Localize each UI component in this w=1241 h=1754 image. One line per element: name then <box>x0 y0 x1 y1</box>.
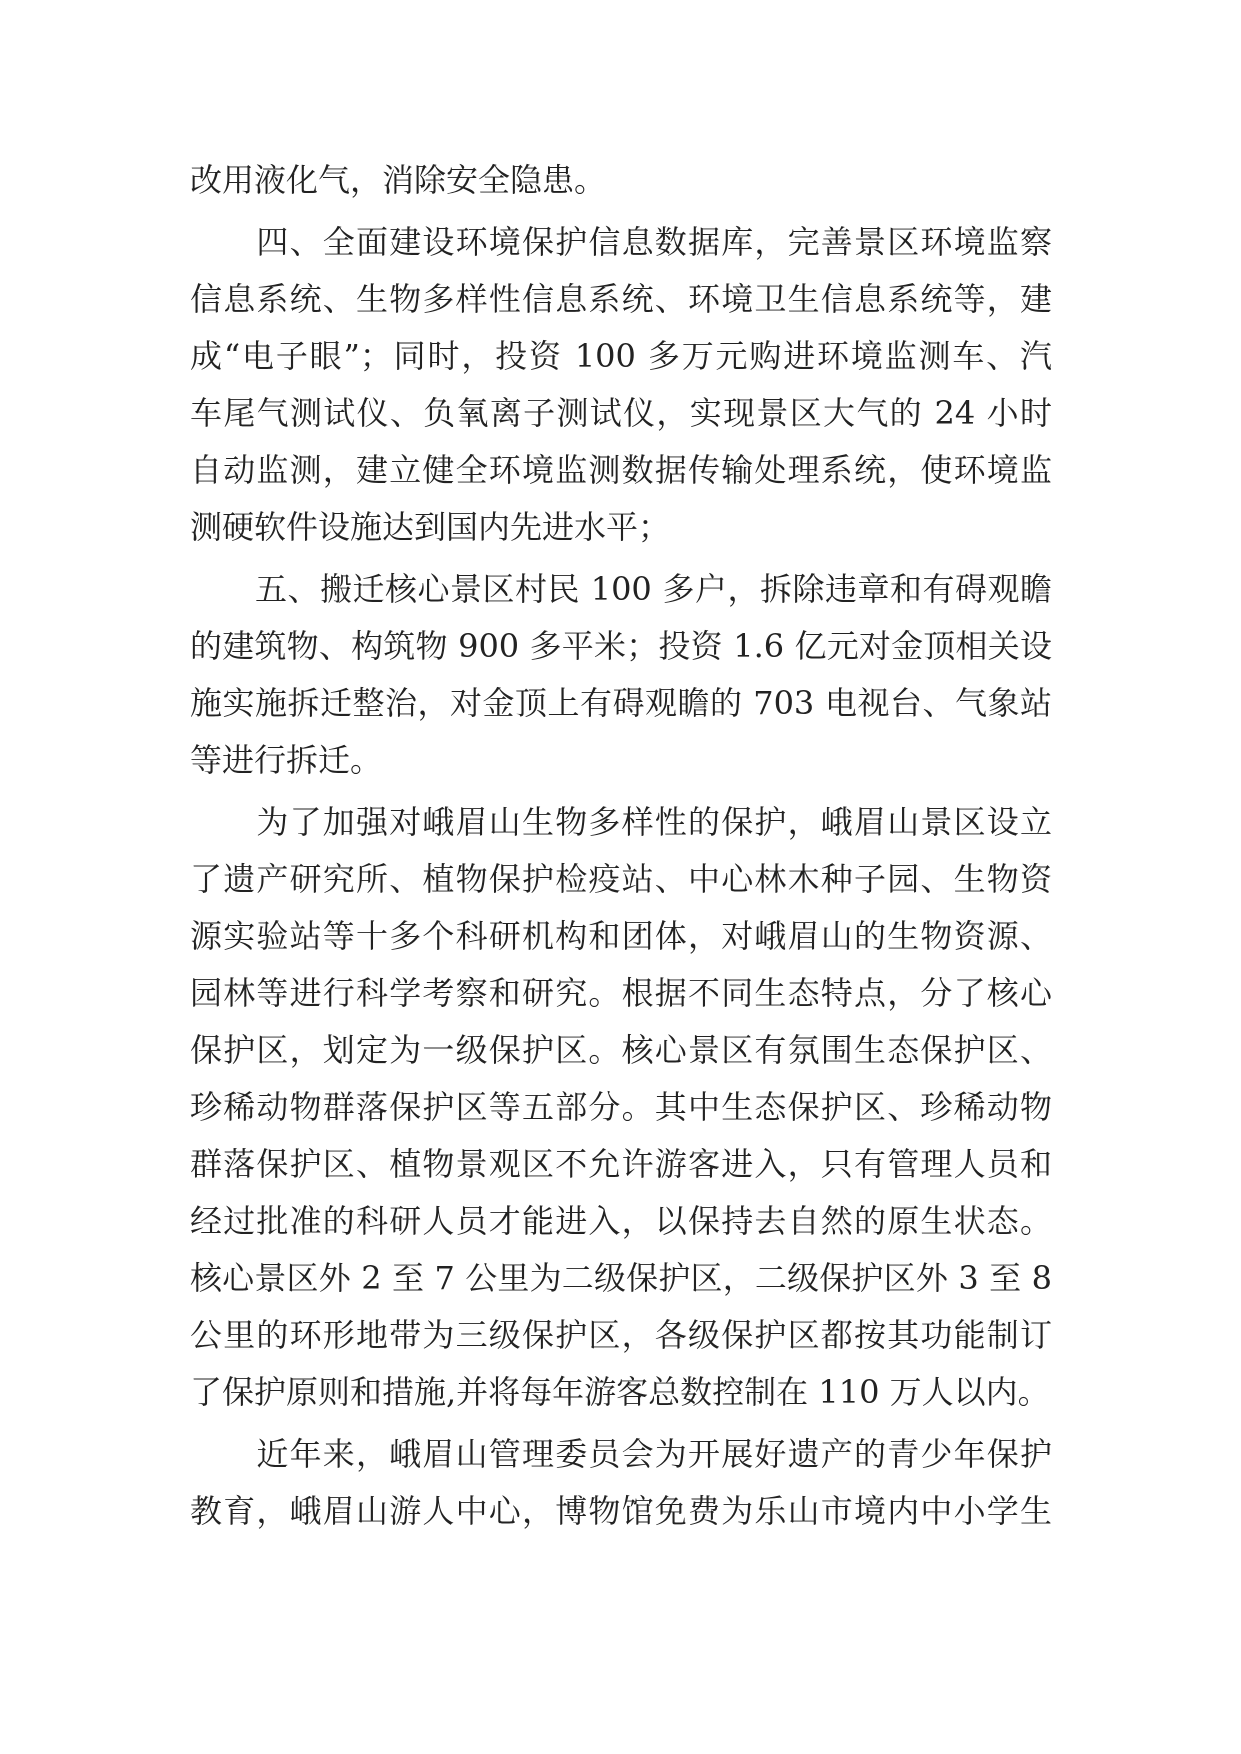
text-line: 为了加强对峨眉山生物多样性的保护，峨眉山景区设立 <box>190 803 1052 841</box>
text-line: 核心景区外 2 至 7 公里为二级保护区，二级保护区外 3 至 8 <box>190 1259 1052 1297</box>
text-line: 公里的环形地带为三级保护区，各级保护区都按其功能制订 <box>190 1316 1052 1354</box>
text-line: 源实验站等十多个科研机构和团体，对峨眉山的生物资源、 <box>190 917 1052 955</box>
text-line: 群落保护区、植物景观区不允许游客进入，只有管理人员和 <box>190 1145 1052 1183</box>
text-line: 珍稀动物群落保护区等五部分。其中生态保护区、珍稀动物 <box>190 1088 1052 1126</box>
text-line: 成“电子眼”；同时，投资 100 多万元购进环境监测车、汽 <box>190 337 1052 375</box>
text-line: 了遗产研究所、植物保护检疫站、中心林木种子园、生物资 <box>190 860 1052 898</box>
text-line: 测硬软件设施达到国内先进水平； <box>190 508 671 546</box>
text-line: 车尾气测试仪、负氧离子测试仪，实现景区大气的 24 小时 <box>190 394 1052 432</box>
text-line: 园林等进行科学考察和研究。根据不同生态特点，分了核心 <box>190 974 1052 1012</box>
text-line: 等进行拆迁。 <box>190 741 383 779</box>
text-line: 改用液化气，消除安全隐患。 <box>190 161 607 199</box>
text-line: 了保护原则和措施,并将每年游客总数控制在 110 万人以内。 <box>190 1373 1050 1411</box>
text-line: 四、全面建设环境保护信息数据库，完善景区环境监察 <box>190 223 1052 261</box>
text-line: 施实施拆迁整治，对金顶上有碍观瞻的 703 电视台、气象站 <box>190 684 1052 722</box>
text-line: 的建筑物、构筑物 900 多平米；投资 1.6 亿元对金顶相关设 <box>190 627 1052 665</box>
text-line: 自动监测，建立健全环境监测数据传输处理系统，使环境监 <box>190 451 1052 489</box>
text-line: 教育，峨眉山游人中心，博物馆免费为乐山市境内中小学生 <box>190 1492 1052 1530</box>
text-line: 经过批准的科研人员才能进入，以保持去自然的原生状态。 <box>190 1202 1052 1240</box>
document-body <box>190 152 1052 1540</box>
text-line: 近年来，峨眉山管理委员会为开展好遗产的青少年保护 <box>190 1435 1052 1473</box>
text-line: 信息系统、生物多样性信息系统、环境卫生信息系统等，建 <box>190 280 1052 318</box>
text-line: 保护区，划定为一级保护区。核心景区有氛围生态保护区、 <box>190 1031 1052 1069</box>
text-line: 五、搬迁核心景区村民 100 多户，拆除违章和有碍观瞻 <box>190 570 1052 608</box>
